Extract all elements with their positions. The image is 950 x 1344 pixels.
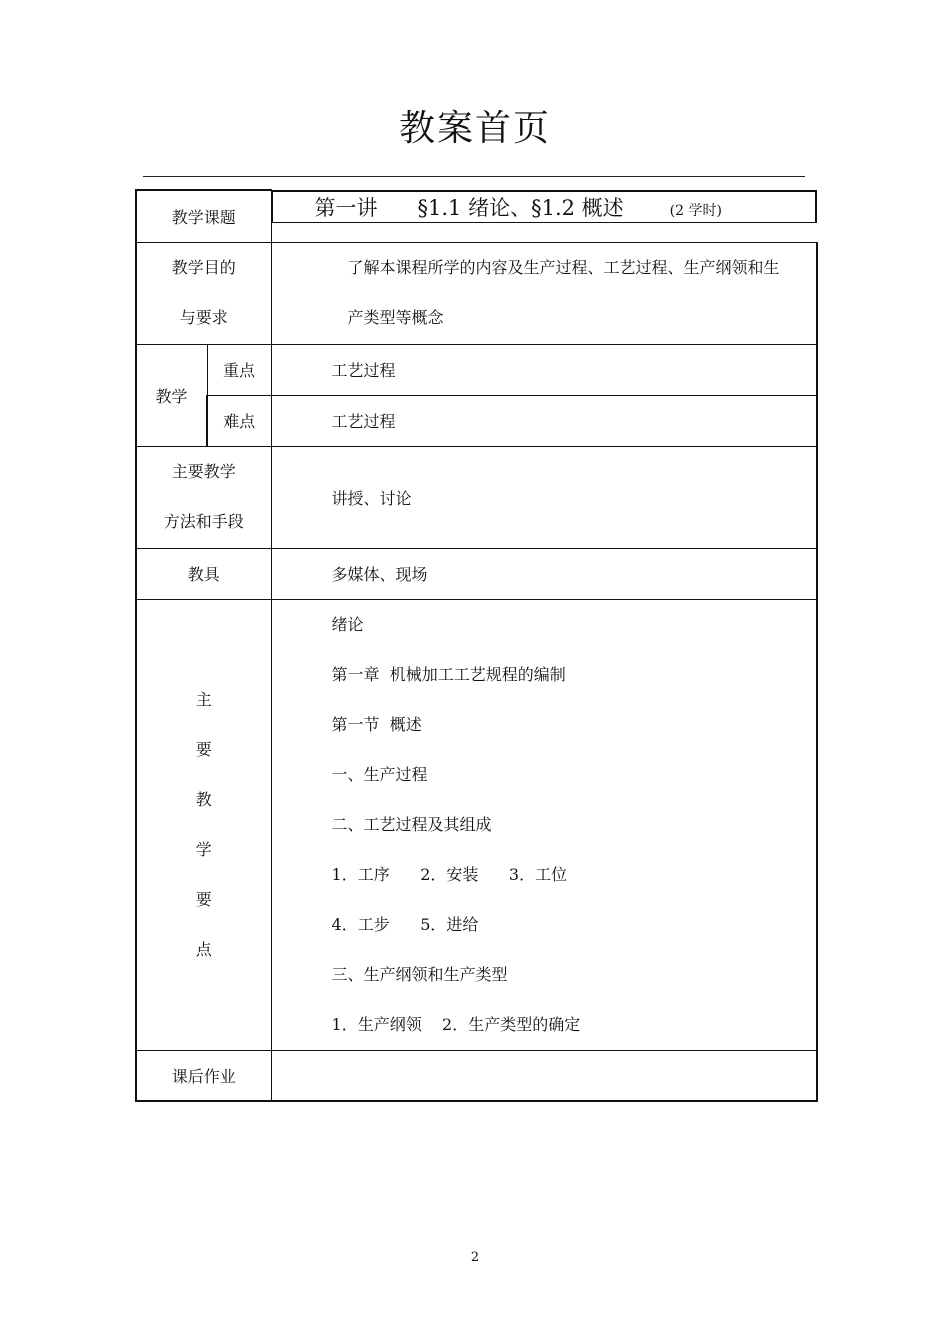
tools-row	[136, 548, 817, 599]
main-points-label: 主 要 教 学 要 点	[136, 599, 271, 1050]
list-item: 第一节 概述	[331, 714, 422, 734]
objectives-label: 教学目的 与要求	[136, 242, 271, 344]
list-item: 4．工步 5．进给	[331, 914, 479, 934]
methods-row	[136, 446, 817, 548]
homework-label: 课后作业	[136, 1050, 271, 1101]
list-item: 一、生产过程	[331, 764, 428, 784]
list-item: 1．生产纲领 2．生产类型的确定	[331, 1014, 581, 1034]
homework-value	[271, 1050, 817, 1101]
list-item: 三、生产纲领和生产类型	[331, 964, 508, 984]
main-points-content	[271, 599, 817, 1050]
tools-label: 教具	[136, 548, 271, 599]
methods-label: 主要教学 方法和手段	[136, 446, 271, 548]
topic-hours: (2 学时)	[669, 203, 722, 219]
page-title: 教案首页	[398, 108, 551, 149]
difficult-point-value: 工艺过程	[271, 395, 817, 446]
main-points-row	[136, 599, 817, 1050]
page-number: 2	[470, 1250, 480, 1265]
key-point-label: 重点	[207, 344, 271, 395]
tools-value: 多媒体、现场	[271, 548, 817, 599]
objectives-row	[136, 242, 817, 344]
topic-cell	[272, 190, 818, 223]
lesson-plan-table	[135, 189, 818, 1102]
list-item: 1．工序 2．安装 3．工位	[331, 864, 568, 884]
methods-value: 讲授、讨论	[271, 446, 817, 548]
key-point-value: 工艺过程	[271, 344, 817, 395]
difficult-point-label: 难点	[207, 395, 271, 446]
topic-row	[136, 190, 817, 242]
homework-row	[136, 1050, 817, 1101]
list-item: 第一章 机械加工工艺规程的编制	[331, 664, 566, 684]
difficult-point-row	[136, 395, 817, 446]
objectives-text: 了解本课程所学的内容及生产过程、工艺过程、生产纲领和生 产类型等概念	[271, 242, 817, 344]
key-point-row	[136, 344, 817, 395]
lecture-number: 第一讲	[314, 196, 378, 220]
list-item: 绪论	[331, 614, 364, 634]
list-item: 二、工艺过程及其组成	[331, 814, 492, 834]
title-divider	[143, 176, 805, 177]
topic-label: 教学课题	[136, 190, 271, 242]
teaching-label: 教学	[136, 344, 207, 446]
topic-sections: §1.1 绪论、§1.2 概述	[417, 196, 624, 220]
